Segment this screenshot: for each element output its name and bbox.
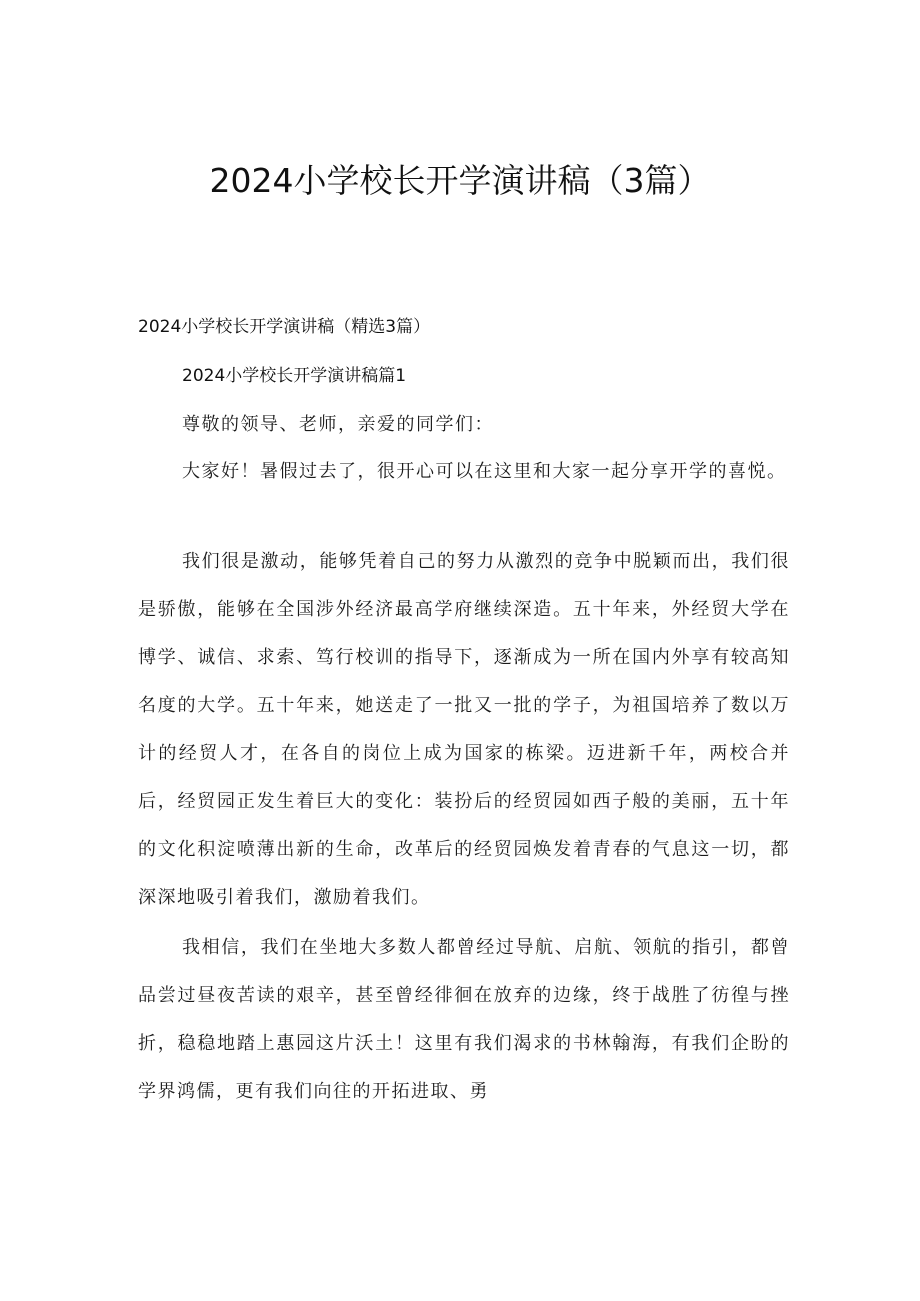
paragraph: 我们很是激动，能够凭着自己的努力从激烈的竞争中脱颖而出，我们很是骄傲，能够在全国涉外经济最高学府继续深造。五十年来，外经贸大学在博学、诚信、求索、笃行校训的指导下，逐渐成为一所在国内外享有较高知名度的大学。五十年来，她送走了一批又一批的学子，为祖国培养了数以万计的经贸人才，在各自的岗位上成为国家的栋梁。迈进新千年，两校合并后，经贸园正发生着巨大的变化：装扮后的经贸园如西子般的美丽，五十年的文化积淀喷薄出新的生命，改革后的经贸园焕发着青春的气息这一切，都深深地吸引着我们，激励着我们。 — [138, 551, 790, 908]
document-subtitle: 2024小学校长开学演讲稿（精选3篇） — [138, 317, 431, 337]
paragraph: 我相信，我们在坐地大多数人都曾经过导航、启航、领航的指引，都曾品尝过昼夜苦读的艰辛，甚至曾经徘徊在放弃的边缘，终于战胜了彷徨与挫折，稳稳地踏上惠园这片沃土！这里有我们渴求的书林翰海，有我们企盼的学界鸿儒，更有我们向往的开拓进取、勇 — [138, 937, 790, 1102]
salutation: 尊敬的领导、老师，亲爱的同学们： — [182, 414, 494, 435]
section-heading: 2024小学校长开学演讲稿篇1 — [182, 366, 407, 386]
paragraph: 大家好！暑假过去了，很开心可以在这里和大家一起分享开学的喜悦。 — [182, 461, 787, 482]
document-title: 2024小学校长开学演讲稿（3篇） — [209, 161, 711, 200]
